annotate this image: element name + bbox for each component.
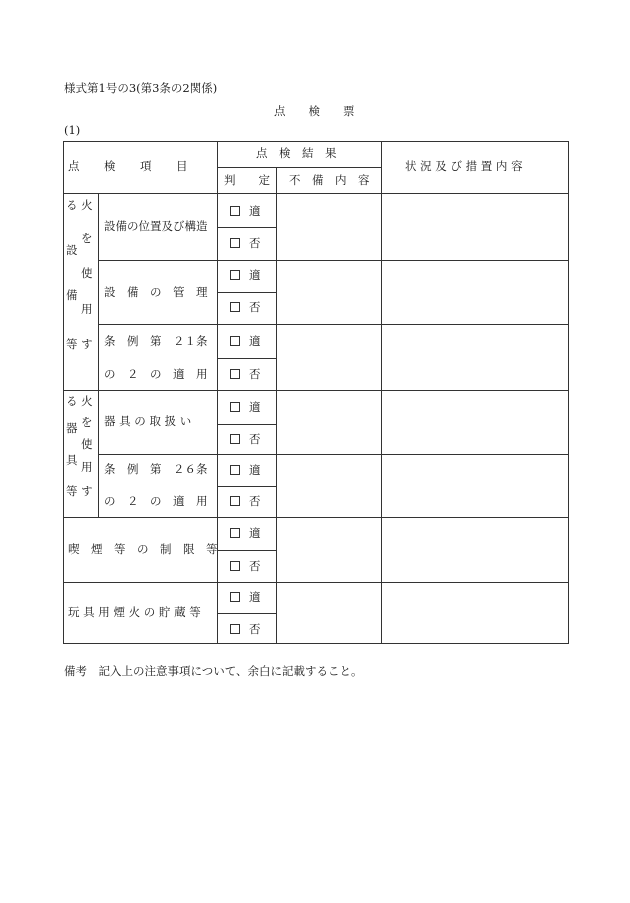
check-ok-row1[interactable]: 適 (230, 206, 261, 218)
checkbox-icon (230, 561, 240, 571)
footer-note: 備考 記入上の注意事項について、余白に記載すること。 (64, 664, 363, 678)
checkbox-icon (230, 528, 240, 538)
item-article26-line1: 条 例 第 ２６条 (104, 462, 208, 476)
item-article21-line2: の ２ の 適 用 (104, 367, 208, 381)
checkbox-icon (230, 434, 240, 444)
check-ng-row2[interactable]: 否 (230, 302, 261, 314)
header-result: 点 検 結 果 (256, 146, 337, 160)
check-ng-row1[interactable]: 否 (230, 238, 261, 250)
checkbox-icon (230, 206, 240, 216)
check-ok-row4[interactable]: 適 (230, 402, 261, 414)
check-ok-row5[interactable]: 適 (230, 465, 261, 477)
item-location-structure: 設備の位置及び構造 (104, 219, 208, 233)
checkbox-icon (230, 465, 240, 475)
header-status: 状 況 及 び 措 置 内 容 (405, 159, 523, 173)
checkbox-icon (230, 369, 240, 379)
item-equipment-management: 設 備 の 管 理 (104, 285, 208, 299)
checkbox-icon (230, 238, 240, 248)
check-ng-row7[interactable]: 否 (230, 624, 261, 636)
check-ok-row2[interactable]: 適 (230, 270, 261, 282)
checkbox-icon (230, 592, 240, 602)
checkbox-icon (230, 302, 240, 312)
page-title: 点 検 票 (274, 104, 355, 118)
check-ok-row7[interactable]: 適 (230, 592, 261, 604)
check-ng-row6[interactable]: 否 (230, 561, 261, 573)
item-article26-line2: の ２ の 適 用 (104, 494, 208, 508)
section-label: (1) (64, 123, 81, 137)
check-ok-row3[interactable]: 適 (230, 336, 261, 348)
item-toy-fireworks-storage: 玩 具 用 煙 火 の 貯 蔵 等 (68, 605, 201, 619)
header-item: 点 検 項 目 (68, 159, 188, 173)
checkbox-icon (230, 402, 240, 412)
item-article21-line1: 条 例 第 ２１条 (104, 334, 208, 348)
item-smoking-restriction: 喫 煙 等 の 制 限 等 (68, 542, 218, 556)
checkbox-icon (230, 270, 240, 280)
header-defect: 不 備 内 容 (289, 173, 370, 187)
item-utensil-handling: 器 具 の 取 扱 い (104, 414, 192, 428)
check-ng-row4[interactable]: 否 (230, 434, 261, 446)
form-number: 様式第1号の3(第3条の2関係) (64, 81, 218, 95)
page: 様式第1号の3(第3条の2関係) 点 検 票 (1) 点 検 項 目 点 検 結 果 判 定 不 備 内 容 状 況 及 び 措 置 内 容 る 火 を 設 使 備 用 等 す る 火 を 器 使 具 用 等 す 設備の位置及び構造 設 備 の 管 理 条 例 第 ２１条 の ２ の 適 用 器 具 の 取 扱 い 条 例 第 ２６条 の ２ の 適 用 喫 煙 等 の 制 限 等 玩 具 用 煙 火 の 貯 蔵 等 適 否 適 否 適 否 適 否 適 否 適 否 適 否 備考 記入上の注意事項について、余白に記載すること。 (0, 0, 630, 903)
check-ng-row3[interactable]: 否 (230, 369, 261, 381)
check-ok-row6[interactable]: 適 (230, 528, 261, 540)
checkbox-icon (230, 624, 240, 634)
header-judgement: 判 定 (224, 173, 270, 187)
check-ng-row5[interactable]: 否 (230, 496, 261, 508)
checkbox-icon (230, 336, 240, 346)
checkbox-icon (230, 496, 240, 506)
